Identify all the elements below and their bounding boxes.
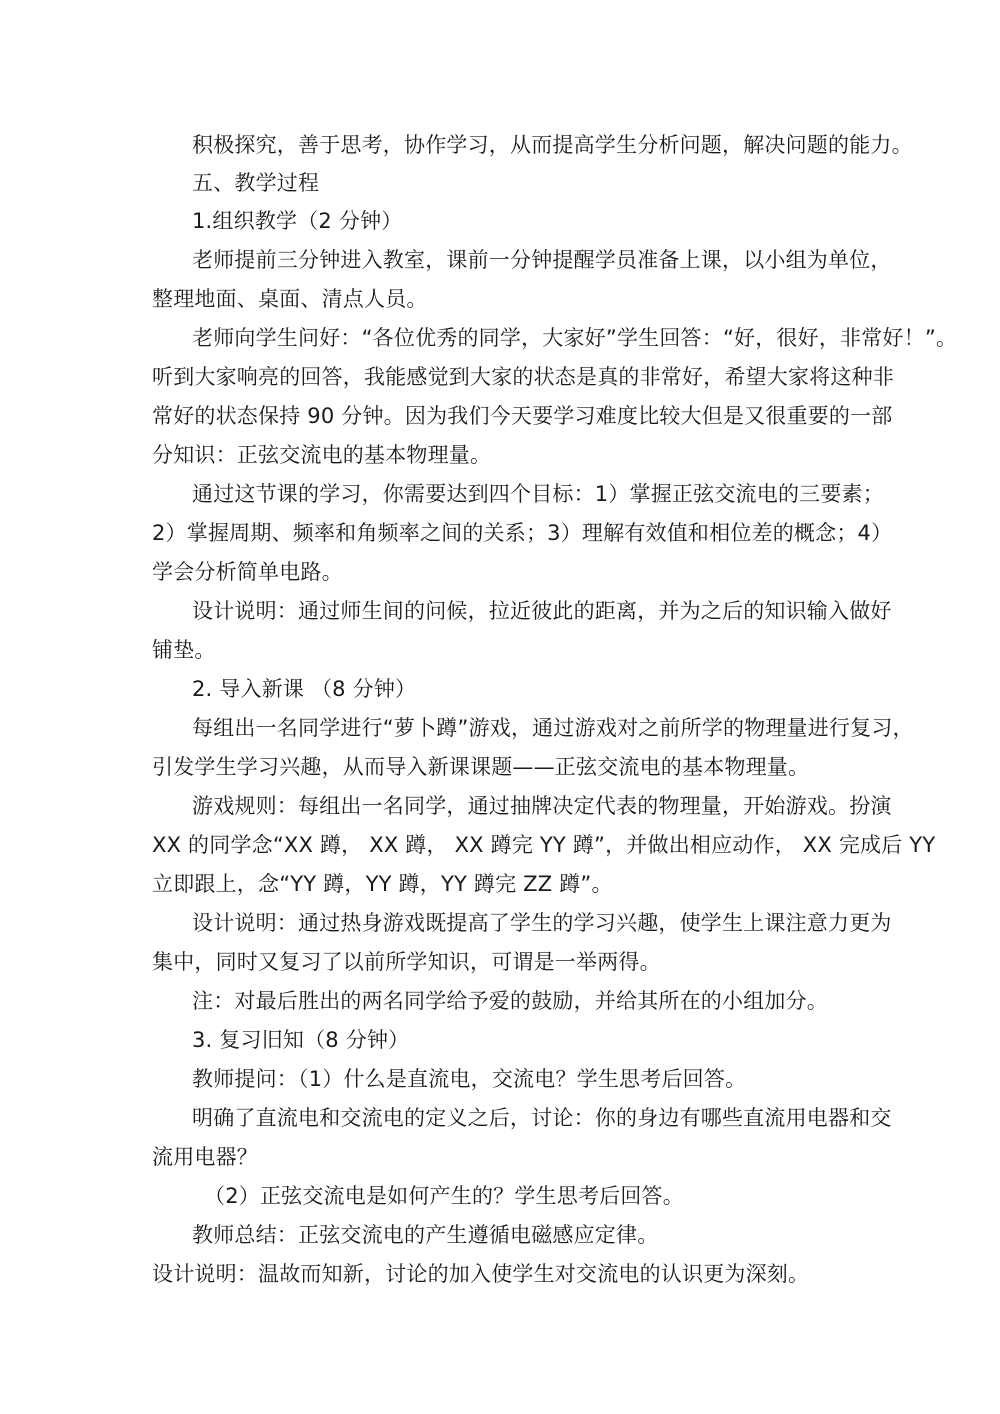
paragraph-line: 老师提前三分钟进入教室，课前一分钟提醒学员准备上课，以小组为单位，	[192, 248, 892, 272]
paragraph-line: XX 的同学念“XX 蹲， XX 蹲， XX 蹲完 YY 蹲”，并做出相应动作， XX 完成后 YY	[152, 833, 936, 857]
paragraph-line: 立即跟上，念“YY 蹲，YY 蹲，YY 蹲完 ZZ 蹲”。	[152, 872, 613, 896]
paragraph-line: 注：对最后胜出的两名同学给予爱的鼓励，并给其所在的小组加分。	[192, 989, 828, 1013]
paragraph-line: 游戏规则：每组出一名同学，通过抽牌决定代表的物理量，开始游戏。扮演	[192, 794, 892, 818]
paragraph-line: 积极探究，善于思考，协作学习，从而提高学生分析问题，解决问题的能力。	[192, 133, 913, 157]
paragraph-line: 教师总结：正弦交流电的产生遵循电磁感应定律。	[192, 1223, 659, 1247]
paragraph-line: （2）正弦交流电是如何产生的？学生思考后回答。	[204, 1184, 684, 1208]
paragraph-line: 整理地面、桌面、清点人员。	[152, 287, 428, 311]
paragraph-line: 每组出一名同学进行“萝卜蹲”游戏，通过游戏对之前所学的物理量进行复习，	[192, 716, 914, 740]
paragraph-line: 明确了直流电和交流电的定义之后，讨论：你的身边有哪些直流用电器和交	[192, 1106, 892, 1130]
paragraph-line: 老师向学生问好：“各位优秀的同学，大家好”学生回答：“好，很好，非常好！”。	[192, 326, 958, 350]
paragraph-line: 常好的状态保持 90 分钟。因为我们今天要学习难度比较大但是又很重要的一部	[152, 404, 893, 428]
paragraph-line: 分知识：正弦交流电的基本物理量。	[152, 443, 492, 467]
subsection-heading: 1.组织教学（2 分钟）	[192, 209, 403, 233]
subsection-heading: 3. 复习旧知（8 分钟）	[192, 1028, 410, 1052]
paragraph-line: 流用电器？	[152, 1145, 258, 1169]
section-heading: 五、教学过程	[192, 171, 320, 195]
paragraph-line: 集中，同时又复习了以前所学知识，可谓是一举两得。	[152, 950, 661, 974]
subsection-heading: 2. 导入新课 （8 分钟）	[192, 677, 417, 701]
paragraph-line: 听到大家响亮的回答，我能感觉到大家的状态是真的非常好，希望大家将这种非	[152, 365, 894, 389]
paragraph-line: 引发学生学习兴趣，从而导入新课课题——正弦交流电的基本物理量。	[152, 755, 810, 779]
paragraph-line: 设计说明：通过师生间的问候，拉近彼此的距离，并为之后的知识输入做好	[192, 599, 892, 623]
paragraph-line: 学会分析简单电路。	[152, 560, 343, 584]
paragraph-line: 设计说明：温故而知新，讨论的加入使学生对交流电的认识更为深刻。	[152, 1262, 810, 1286]
paragraph-line: 2）掌握周期、频率和角频率之间的关系；3）理解有效值和相位差的概念；4）	[152, 521, 893, 545]
paragraph-line: 铺垫。	[152, 638, 216, 662]
paragraph-line: 通过这节课的学习，你需要达到四个目标：1）掌握正弦交流电的三要素；	[192, 482, 884, 506]
paragraph-line: 设计说明：通过热身游戏既提高了学生的学习兴趣，使学生上课注意力更为	[192, 911, 892, 935]
paragraph-line: 教师提问：（1）什么是直流电，交流电？学生思考后回答。	[192, 1067, 747, 1091]
